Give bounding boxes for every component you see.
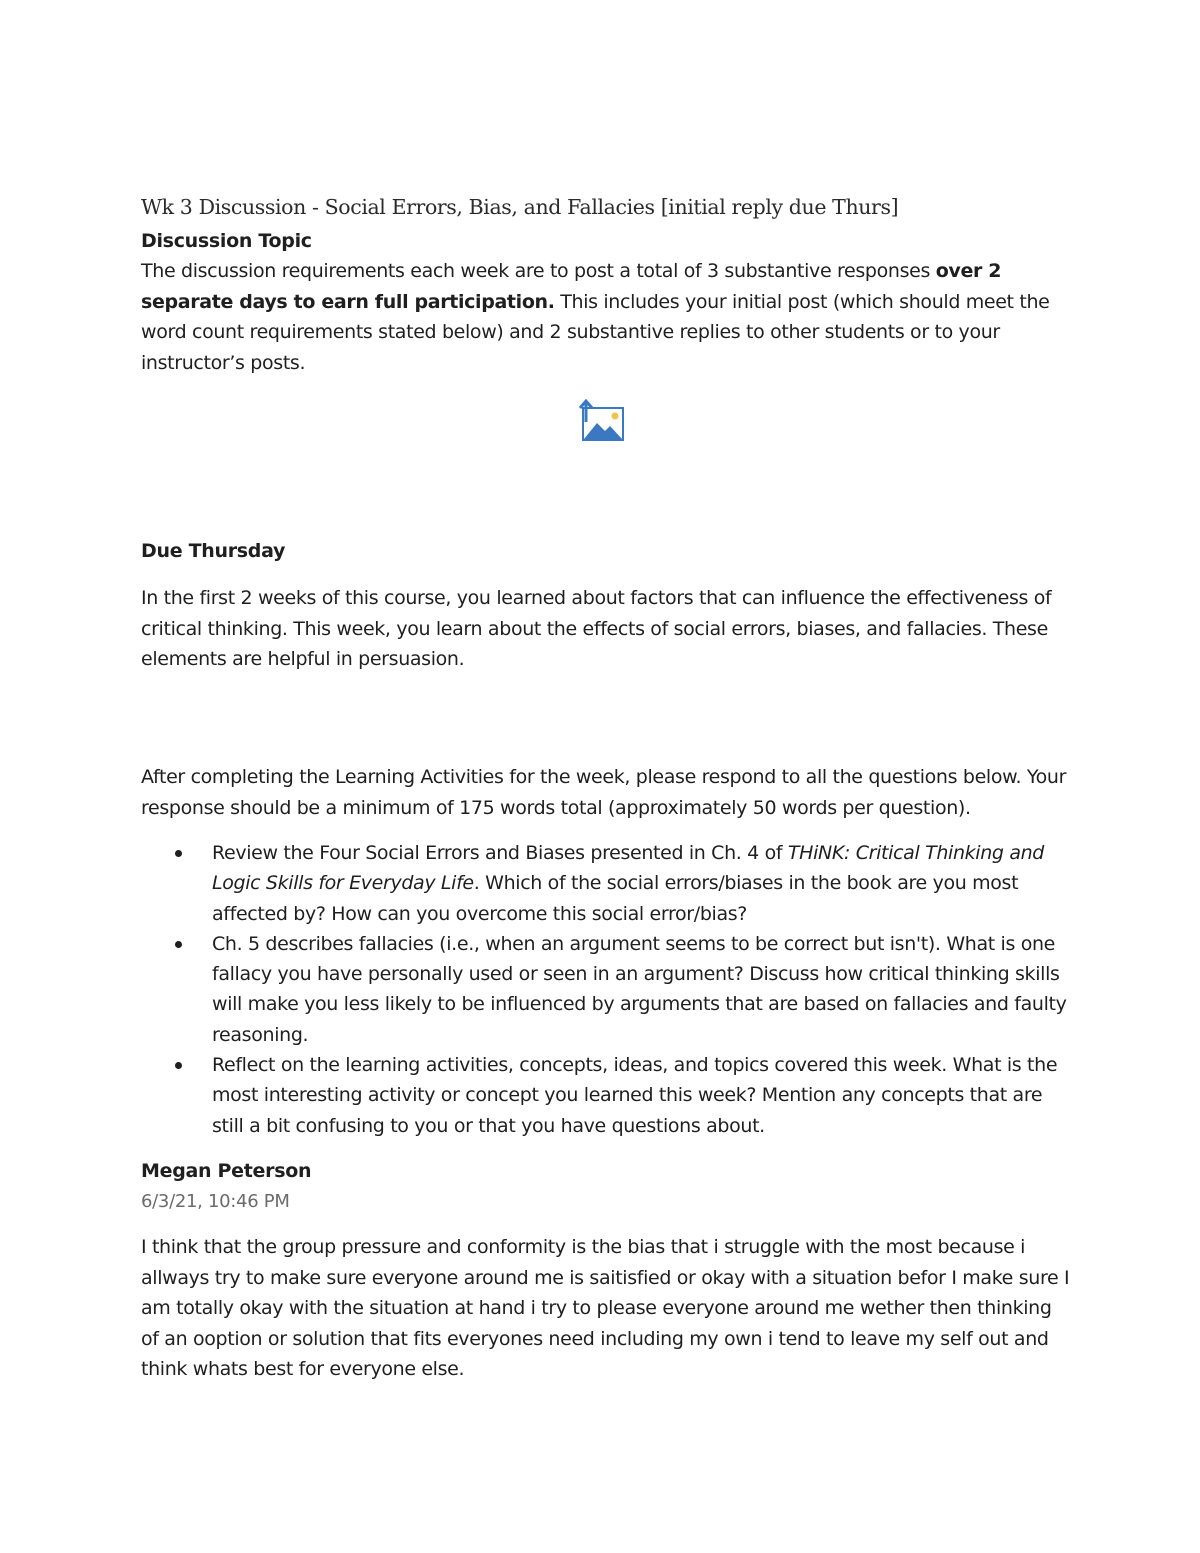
- requirements-text-before: The discussion requirements each week are to post a total of 3 substantive responses: [141, 260, 936, 282]
- bullet-icon: [175, 850, 182, 857]
- discussion-title: Wk 3 Discussion - Social Errors, Bias, and Fallacies [initial reply due Thurs]: [141, 195, 899, 219]
- question-item: [141, 1050, 1071, 1141]
- discussion-topic-heading: Discussion Topic: [141, 230, 312, 252]
- bullet-icon: [175, 941, 182, 948]
- question-item: [141, 929, 1071, 1050]
- discussion-title-wrap: [141, 191, 898, 223]
- reply-timestamp: 6/3/21, 10:46 PM: [141, 1191, 290, 1212]
- intro-paragraph: In the first 2 weeks of this course, you learned about factors that can influence the effectiveness of critical thinking. This week, you learn about the effects of social errors, biases, and fallacies. These elements are helpful in persuasion.: [141, 587, 1052, 670]
- question-2-text: Ch. 5 describes fallacies (i.e., when an argument seems to be correct but isn't). What is one fallacy you have personally used or seen in an argument? Discuss how critical thinking skills will make you less likely to be influenced by arguments that are based on fallacies and faulty reasoning.: [212, 932, 1067, 1046]
- broken-image-icon: [577, 398, 627, 446]
- broken-image-svg: [577, 398, 627, 446]
- bullet-icon: [175, 1062, 182, 1069]
- book-title: THiNK: Critical Thinking and Logic Skills for Everyday Life: [212, 842, 1045, 895]
- reply-body: I think that the group pressure and conformity is the bias that i struggle with the most because i allways try to make sure everyone around me is saitisfied or okay with a situation befor I make sure I am totally okay with the situation at hand i try to please everyone around me wether then thinking of an ooption or solution that fits everyones need including my own i tend to leave my self out and think whats best for everyone else.: [141, 1236, 1070, 1380]
- due-thursday-heading: Due Thursday: [141, 540, 286, 562]
- question-list: [141, 838, 1071, 1141]
- requirements-paragraph: [141, 256, 1071, 378]
- requirements-text-after: This includes your initial post (which should meet the word count requirements stated below) and 2 substantive replies to other students or to your instructor’s posts.: [141, 290, 1050, 374]
- question-1-text-after: . Which of the social errors/biases in the book are you most affected by? How can you overcome this social error/bias?: [212, 872, 1019, 925]
- requirements-bold-text: over 2 separate days to earn full participation.: [141, 260, 1002, 313]
- reply-author: Megan Peterson: [141, 1160, 312, 1182]
- question-3-text: Reflect on the learning activities, concepts, ideas, and topics covered this week. What is the most interesting activity or concept you learned this week? Mention any concepts that are still a bit confusing to you or that you have questions about.: [212, 1054, 1058, 1137]
- instructions-paragraph: After completing the Learning Activities for the week, please respond to all the questions below. Your response should be a minimum of 175 words total (approximately 50 words per question).: [141, 766, 1067, 819]
- question-1-text-before: Review the Four Social Errors and Biases presented in Ch. 4 of: [212, 842, 788, 864]
- question-item: [141, 838, 1071, 929]
